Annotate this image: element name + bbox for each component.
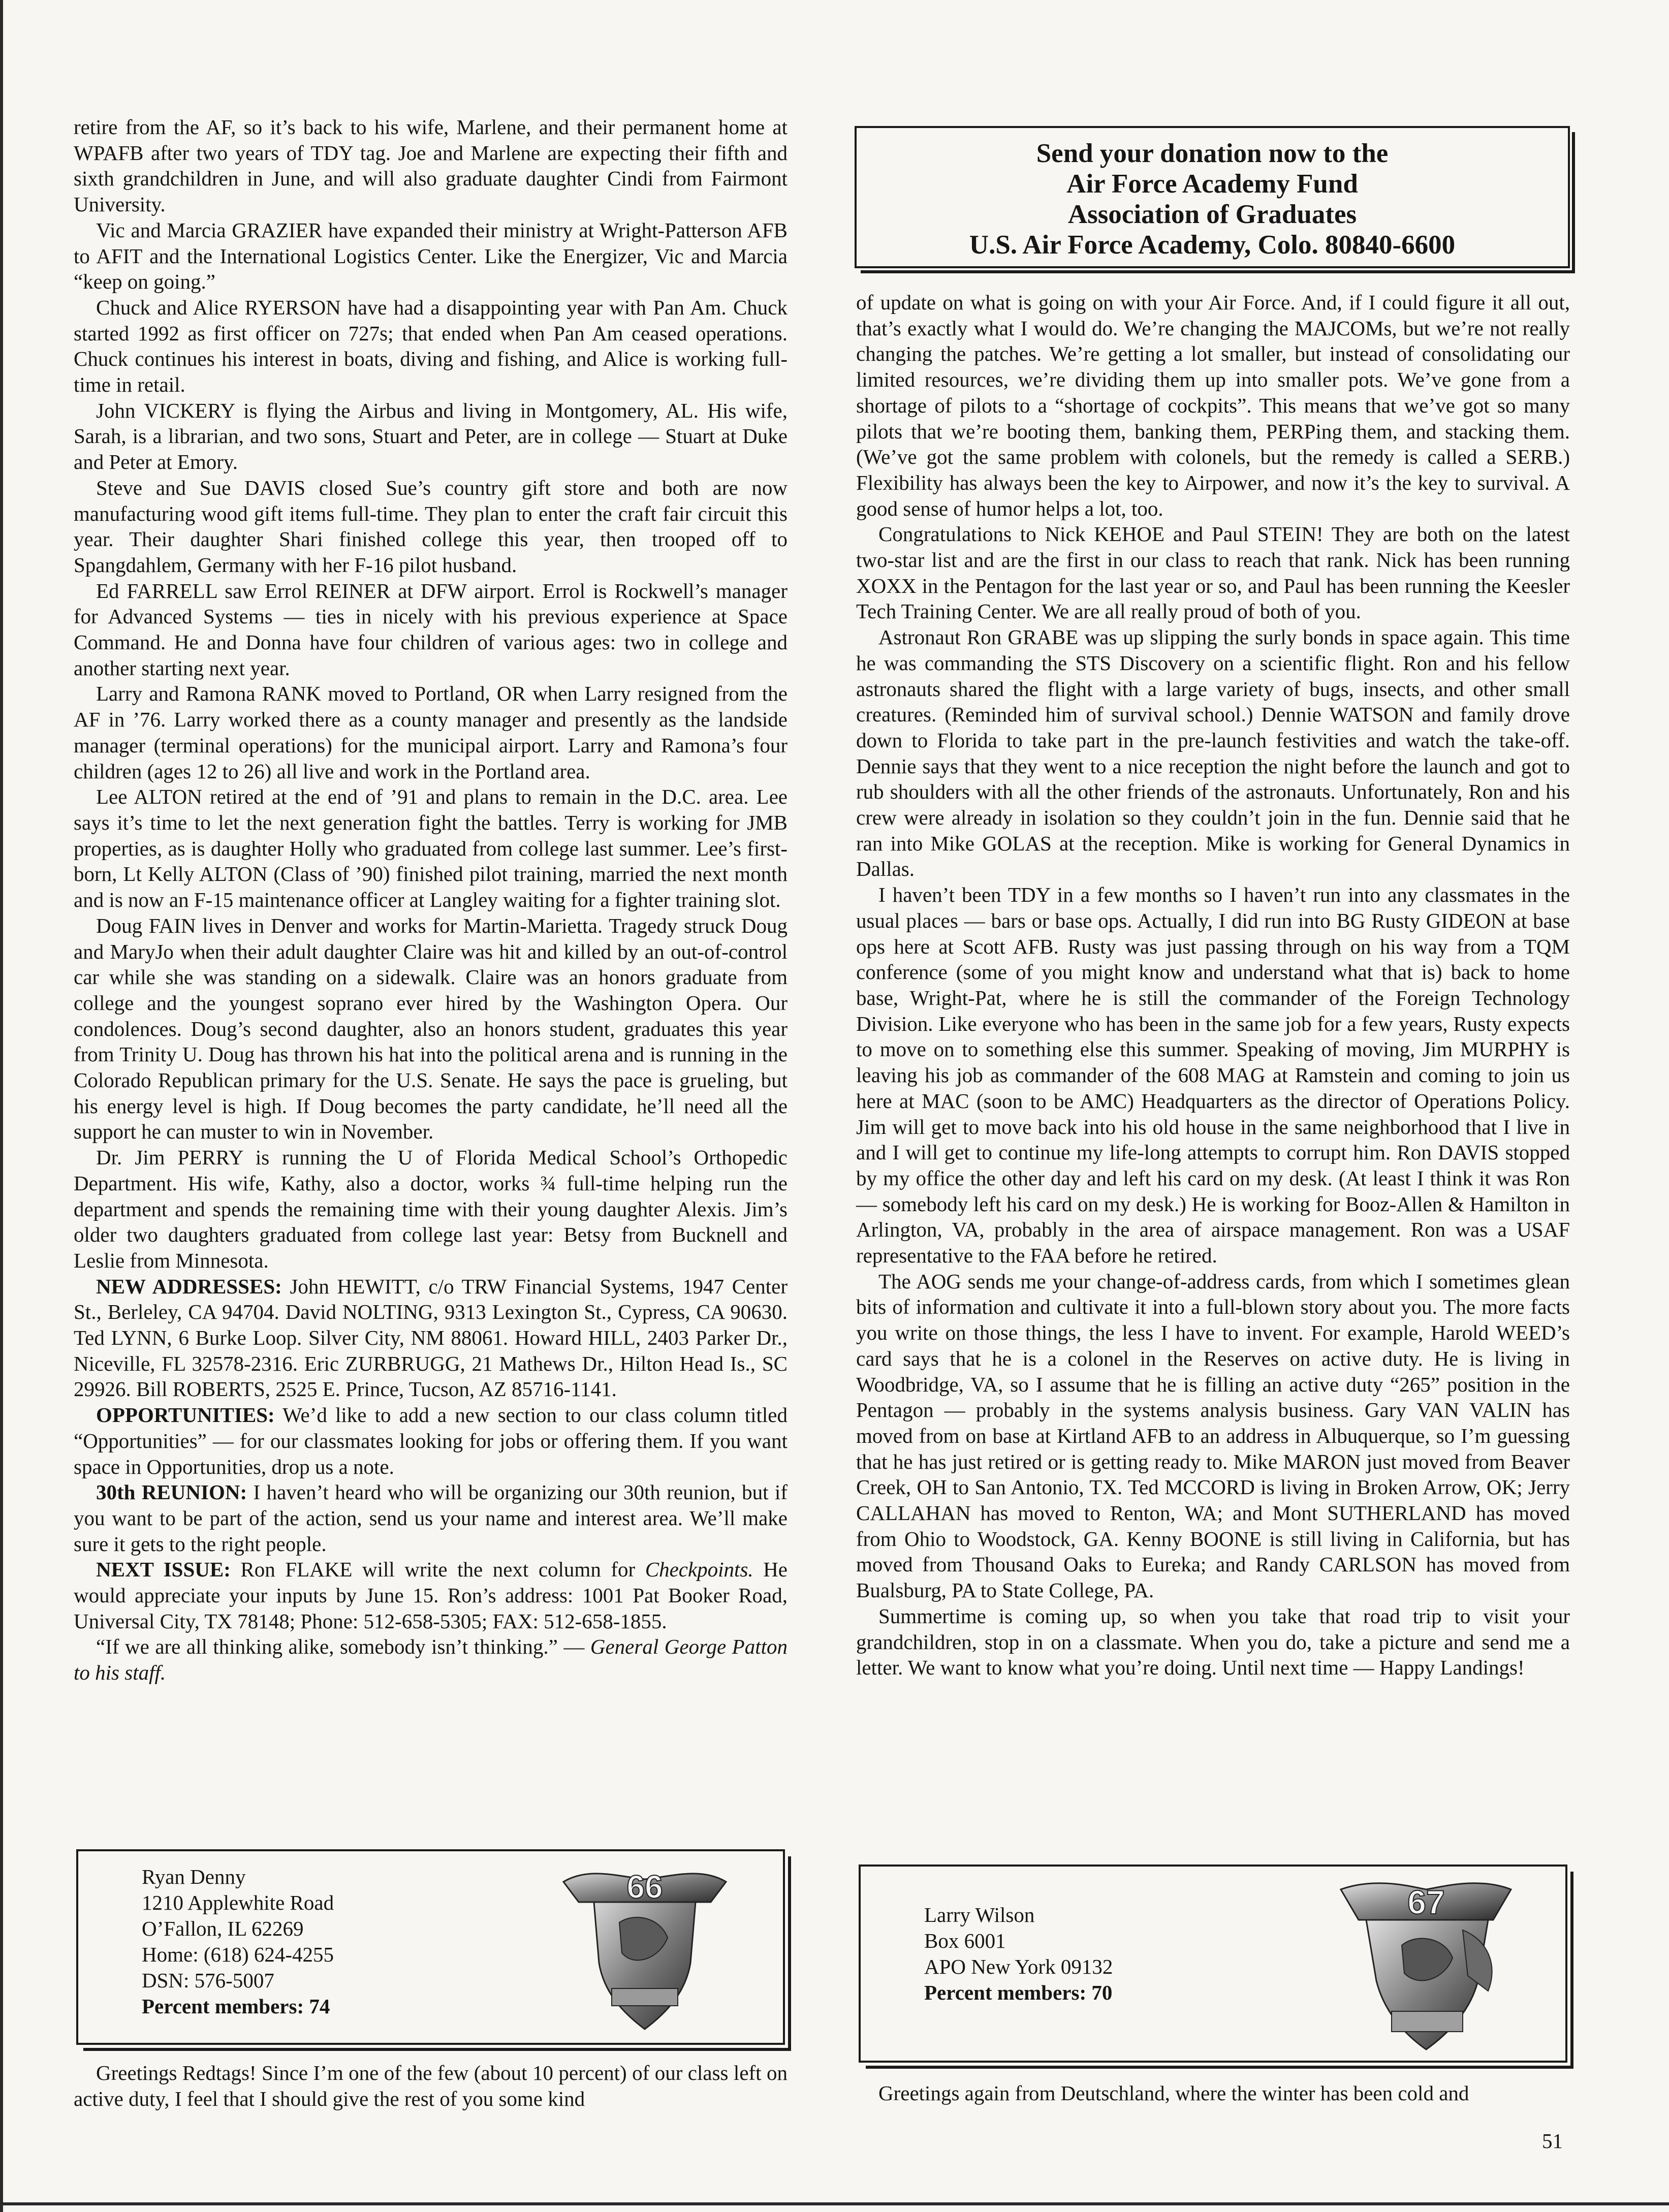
left-column	[74, 114, 788, 1686]
contact-street: 1210 Applewhite Road	[142, 1891, 334, 1914]
class-66-contact	[142, 1864, 334, 2019]
class-66-intro	[74, 2060, 788, 2111]
section-heading: 30th REUNION:	[96, 1480, 247, 1504]
class-67-crest-icon	[1336, 1874, 1516, 2057]
intro-paragraph: Greetings again from Deutschland, where the winter has been cold and	[878, 2081, 1469, 2105]
paragraph	[74, 1274, 788, 1403]
paragraph-text: I haven’t been TDY in a few months so I haven’t run into any classmates in the usual places — bars or base ops. Actually, I did run into BG Rusty GIDEON at base ops here at Scott AFB. Rusty was just passing through on his way from a TQM conference (some of you might know and understand what that is) back to home base, Wright-Pat, where he is still the commander of the Foreign Technology Division. Like everyone who has been in the same job for a few years, Rusty expects to move on to something else this summer. Speaking of moving, Jim MURPHY is leaving his job as commander of the 608 MAG at Ramstein and coming to join us here at MAC (soon to be AMC) Headquarters as the director of Operations Policy. Jim will get to move back into his old house in the same neighborhood that I live in and I will get to continue my life-long attempts to corrupt him. Ron DAVIS stopped by my office the other day and left his card on my desk. (At least I think it was Ron — somebody left his card on my desk.) He is working for Booz-Allen & Hamilton in Arlington, VA, probably in the area of airspace management. Ron was a USAF representative to the FAA before he retired.	[856, 883, 1570, 1268]
paragraph	[856, 1603, 1570, 1681]
contact-home-phone: Home: (618) 624-4255	[142, 1943, 334, 1966]
paragraph-text: Steve and Sue DAVIS closed Sue’s country gift store and both are now manufacturing wood gift items full-time. They plan to enter the craft fair circuit this year. Their daughter Shari finished college this year, then trooped off to Spangdahlem, Germany with her F-16 pilot husband.	[74, 476, 788, 577]
contact-dsn: DSN: 576-5007	[142, 1969, 274, 1992]
paragraph-text: Larry and Ramona RANK moved to Portland, OR when Larry resigned from the AF in ’76. Larry worked there as a county manager and presently as the landside manager (terminal operations) for the municipal airport. Larry and Ramona’s four children (ages 12 to 26) all live and work in the Portland area.	[74, 682, 788, 783]
right-column	[856, 290, 1570, 1681]
crest-number: 67	[1407, 1883, 1445, 1921]
paragraph	[74, 295, 788, 398]
class-67-intro	[856, 2080, 1570, 2106]
donation-box	[855, 126, 1570, 268]
paragraph	[74, 913, 788, 1145]
paragraph	[856, 1269, 1570, 1603]
paragraph-text: John HEWITT, c/o TRW Financial Systems, 1947 Center St., Berleley, CA 94704. David NOLTING, 9313 Lexington St., Cypress, CA 90630. Ted LYNN, 6 Burke Loop. Silver City, NM 88061. Howard HILL, 2403 Parker Dr., Niceville, FL 32578-2316. Eric ZURBRUGG, 21 Mathews Dr., Hilton Head Is., SC 29926. Bill ROBERTS, 2525 E. Prince, Tucson, AZ 85716-1141.	[74, 1274, 788, 1401]
section-heading: NEW ADDRESSES:	[96, 1274, 282, 1298]
class-67-contact	[924, 1902, 1113, 2006]
percent-members: Percent members: 70	[924, 1981, 1113, 2004]
paragraph-text: John VICKERY is flying the Airbus and living in Montgomery, AL. His wife, Sarah, is a librarian, and two sons, Stuart and Peter, are in college — Stuart at Duke and Peter at Emory.	[74, 398, 788, 474]
paragraph-text: Summertime is coming up, so when you take that road trip to visit your grandchildren, stop in on a classmate. When you do, take a picture and send me a letter. We want to know what you’re doing. Until next time — Happy Landings!	[856, 1604, 1570, 1680]
paragraph-text: “If we are all thinking alike, somebody isn’t thinking.” —	[96, 1635, 590, 1659]
class-66-crest-icon	[558, 1861, 731, 2037]
paragraph	[74, 784, 788, 913]
paragraph	[74, 1145, 788, 1274]
contact-city: O’Fallon, IL 62269	[142, 1917, 304, 1940]
percent-members: Percent members: 74	[142, 1995, 330, 2018]
paragraph-text: of update on what is going on with your Air Force. And, if I could figure it all out, that’s exactly what I would do. We’re changing the MAJCOMs, but we’re not really changing the patches. We’re getting a lot smaller, but instead of consolidating our limited resources, we’re dividing them up into smaller pots. We’ve gone from a shortage of pilots to a “shortage of cockpits”. This means that we’ve got so many pilots that we’re booting them, banking them, PERPing them, and stacking them. (We’ve got the same problem with colonels, but the remedy is called a SERB.) Flexibility has always been the key to Airpower, and now it’s the key to survival. A good sense of humor helps a lot, too.	[856, 291, 1570, 520]
paragraph	[74, 681, 788, 784]
page-edge	[0, 0, 3, 2212]
paragraph-text: Dr. Jim PERRY is running the U of Florida Medical School’s Orthopedic Department. His wife, Kathy, also a doctor, works ¾ full-time helping run the department and spends the remaining time with their young daughter Alexis. Jim’s older two daughters graduated from college last year: Betsy from Bucknell and Leslie from Minnesota.	[74, 1146, 788, 1272]
class-66-contact-box	[76, 1849, 785, 2045]
paragraph	[856, 624, 1570, 882]
paragraph-text: Vic and Marcia GRAZIER have expanded their ministry at Wright-Patterson AFB to AFIT and the International Logistics Center. Like the Energizer, Vic and Marcia “keep on going.”	[74, 218, 788, 294]
paragraph-text: I haven’t heard who will be organizing our 30th reunion, but if you want to be part of the action, send us your name and interest area. We’ll make sure it gets to the right people.	[74, 1480, 788, 1556]
paragraph-text: Chuck and Alice RYERSON have had a disappointing year with Pan Am. Chuck started 1992 as first officer on 727s; that ended when Pan Am ceased operations. Chuck continues his interest in boats, diving and fishing, and Alice is working full-time in retail.	[74, 295, 788, 397]
donation-line: Association of Graduates	[1067, 200, 1357, 229]
paragraph	[856, 290, 1570, 521]
paragraph-text: Ron FLAKE will write the next column for	[230, 1558, 645, 1582]
paragraph	[74, 1634, 788, 1685]
paragraph-text: Congratulations to Nick KEHOE and Paul STEIN! They are both on the latest two-star list and are the first in our class to reach that rank. Nick has been running XOXX in the Pentagon for the last year or so, and Paul has been running the Keesler Tech Training Center. We are all really proud of both of you.	[856, 522, 1570, 623]
paragraph	[856, 882, 1570, 1269]
donation-address: U.S. Air Force Academy, Colo. 80840-6600	[969, 230, 1456, 260]
paragraph	[74, 475, 788, 578]
paragraph	[74, 1402, 788, 1479]
paragraph-text: Doug FAIN lives in Denver and works for Martin-Marietta. Tragedy struck Doug and MaryJo when their adult daughter Claire was hit and killed by an out-of-control car while she was standing on a sidewalk. Claire was an honors graduate from college and the youngest soprano ever hired by the Washington Opera. Our condolences. Doug’s second daughter, also an honors student, graduates this year from Trinity U. Doug has thrown his hat into the political arena and is running in the Colorado Republican primary for the U.S. Senate. He says the pace is grueling, but his energy level is high. If Doug becomes the party candidate, he’ll need all the support he can muster to win in November.	[74, 913, 788, 1144]
italic-text: General George Patton to his staff.	[74, 1635, 788, 1685]
contact-street: Box 6001	[924, 1929, 1006, 1952]
paragraph-text: The AOG sends me your change-of-address cards, from which I sometimes glean bits of information and cultivate it into a full-blown story about you. The more facts you write on those things, the less I have to invent. For example, Harold WEED’s card says that he is a colonel in the Reserves on active duty. He is living in Woodbridge, VA, so I assume that he is filling an active duty “265” position in the Pentagon — probably in the systems analysis business. Gary VAN VALIN has moved from on base at Kirtland AFB to an address in Albuquerque, so I’m guessing that he has just retired or is getting ready to. Mike MARON just moved from Beaver Creek, OH to San Antonio, TX. Ted MCCORD is living in Broken Arrow, OK; Jerry CALLAHAN has moved to Renton, WA; and Mont SUTHERLAND has moved from Ohio to Woodstock, GA. Kenny BOONE is still living in California, but has moved from Thousand Oaks to Eureka; and Randy CARLSON has moved from Bualsburg, PA to State College, PA.	[856, 1269, 1570, 1602]
contact-name: Ryan Denny	[142, 1865, 246, 1888]
paragraph-text: Ed FARRELL saw Errol REINER at DFW airport. Errol is Rockwell’s manager for Advanced Systems — ties in nicely with his previous experience at Space Command. He and Donna have four children of various ages: two in college and another starting next year.	[74, 579, 788, 680]
bottom-rule	[0, 2202, 1669, 2205]
paragraph-text: He would appreciate your inputs by June 15. Ron’s address: 1001 Pat Booker Road, Universal City, TX 78148; Phone: 512-658-5305; FAX: 512-658-1855.	[74, 1558, 788, 1633]
italic-text: Checkpoints.	[645, 1558, 753, 1582]
paragraph	[74, 398, 788, 475]
paragraph	[74, 1479, 788, 1557]
contact-city: APO New York 09132	[924, 1955, 1113, 1978]
donation-line: Send your donation now to the	[1036, 139, 1389, 168]
paragraph	[74, 578, 788, 681]
crest-number: 66	[626, 1869, 663, 1905]
paragraph-text: Astronaut Ron GRABE was up slipping the surly bonds in space again. This time he was commanding the STS Discovery on a scientific flight. Ron and his fellow astronauts shared the flight with a large variety of bugs, insects, and other small creatures. (Reminded him of survival school.) Dennie WATSON and family drove down to Florida to take part in the pre-launch festivities and watch the take-off. Dennie says that they went to a nice reception the night before the launch and got to rub shoulders with all the other friends of the astronauts. Unfortunately, Ron and his crew were already in isolation so they couldn’t join in the fun. Dennie said that he ran into Mike GOLAS at the reception. Mike is working for General Dynamics in Dallas.	[856, 625, 1570, 881]
paragraph-text: We’d like to add a new section to our class column titled “Opportunities” — for our classmates looking for jobs or offering them. If you want space in Opportunities, drop us a note.	[74, 1403, 788, 1478]
intro-paragraph: Greetings Redtags! Since I’m one of the few (about 10 percent) of our class left on active duty, I feel that I should give the rest of you some kind	[74, 2061, 788, 2110]
class-67-contact-box	[859, 1865, 1567, 2063]
page-number: 51	[1542, 2129, 1563, 2153]
paragraph	[74, 217, 788, 295]
paragraph	[74, 1557, 788, 1634]
paragraph	[856, 521, 1570, 624]
paragraph-text: Lee ALTON retired at the end of ’91 and plans to remain in the D.C. area. Lee says it’s time to let the next generation fight the battles. Terry is working for JMB properties, as is daughter Holly who graduated from college last summer. Lee’s first-born, Lt Kelly ALTON (Class of ’90) finished pilot training, married the next month and is now an F-15 maintenance officer at Langley waiting for a fighter training slot.	[74, 785, 788, 912]
paragraph	[74, 114, 788, 217]
section-heading: NEXT ISSUE:	[96, 1558, 231, 1582]
paragraph-text: retire from the AF, so it’s back to his wife, Marlene, and their permanent home at WPAFB after two years of TDY tag. Joe and Marlene are expecting their fifth and sixth grandchildren in June, and will also graduate daughter Cindi from Fairmont University.	[74, 115, 788, 216]
donation-line: Air Force Academy Fund	[1066, 169, 1358, 199]
section-heading: OPPORTUNITIES:	[96, 1403, 275, 1427]
contact-name: Larry Wilson	[924, 1903, 1035, 1926]
